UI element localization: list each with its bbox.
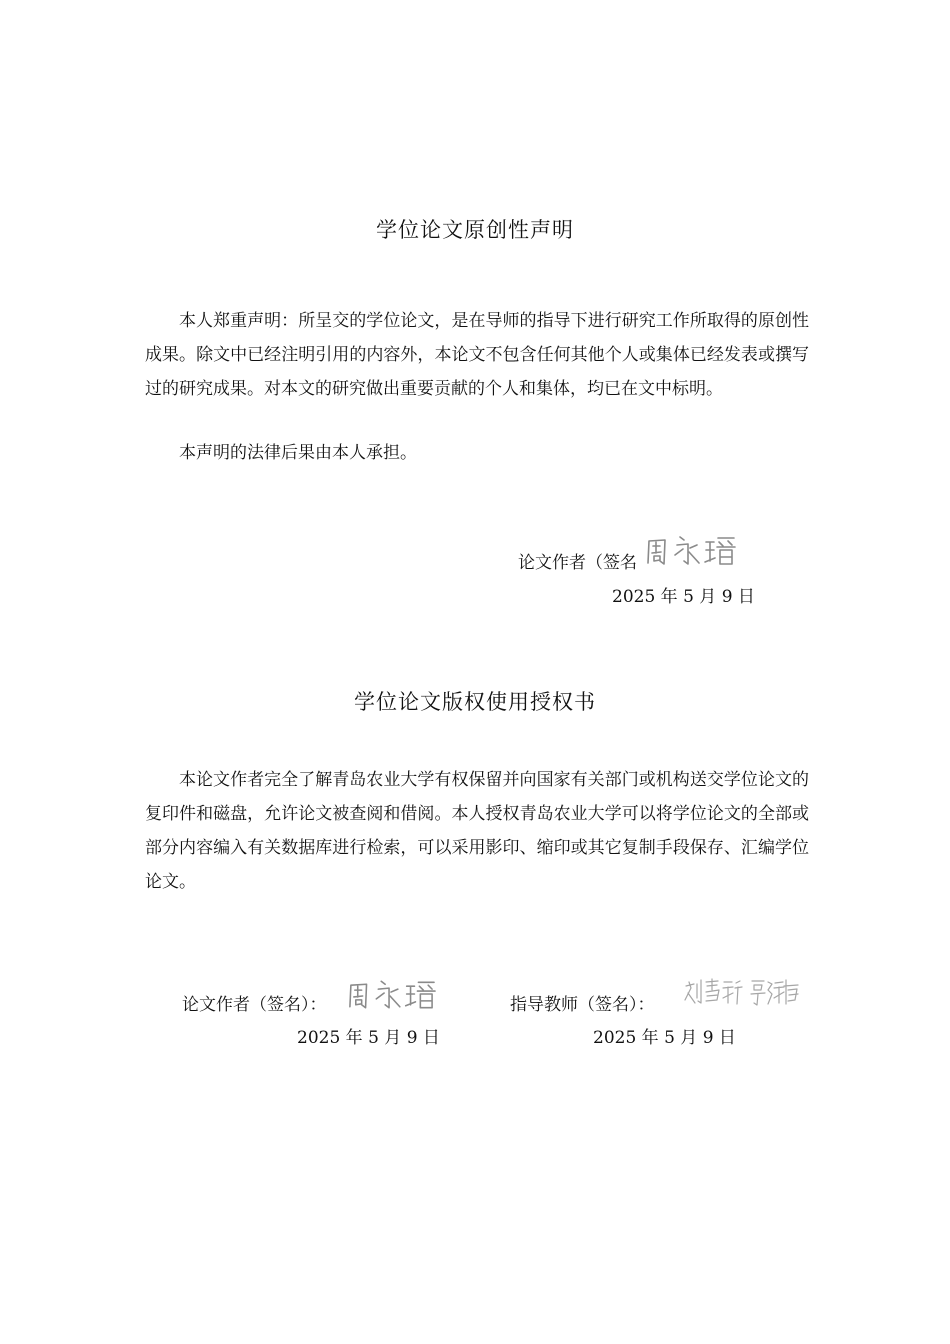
authorization-advisor-date: 2025 年 5 月 9 日 [593, 1028, 736, 1048]
declaration-author-label: 论文作者（签名 [518, 553, 637, 573]
authorization-author-date: 2025 年 5 月 9 日 [297, 1028, 440, 1048]
authorization-title: 学位论文版权使用授权书 [354, 690, 596, 714]
declaration-title: 学位论文原创性声明 [376, 218, 574, 242]
authorization-advisor-label: 指导教师（签名）： [510, 995, 655, 1015]
authorization-advisor-signature [682, 976, 800, 1010]
authorization-paragraph: 本论文作者完全了解青岛农业大学有权保留并向国家有关部门或机构送交学位论文的复印件和磁盘，允许论文被查阅和借阅。本人授权青岛农业大学可以将学位论文的全部或部分内容编入有关数据库进行检索，可以采用影印、缩印或其它复制手段保存、汇编学位论文。 [145, 770, 809, 892]
declaration-author-signature [644, 533, 736, 569]
declaration-paragraph: 本人郑重声明：所呈交的学位论文，是在导师的指导下进行研究工作所取得的原创性成果。除文中已经注明引用的内容外，本论文不包含任何其他个人或集体已经发表或撰写过的研究成果。对本文的研究做出重要贡献的个人和集体，均已在文中标明。 [145, 311, 809, 399]
declaration-liability-paragraph: 本声明的法律后果由本人承担。 [179, 443, 417, 463]
authorization-author-label: 论文作者（签名）： [182, 995, 327, 1015]
authorization-author-signature [346, 977, 436, 1013]
declaration-date: 2025 年 5 月 9 日 [612, 587, 755, 607]
